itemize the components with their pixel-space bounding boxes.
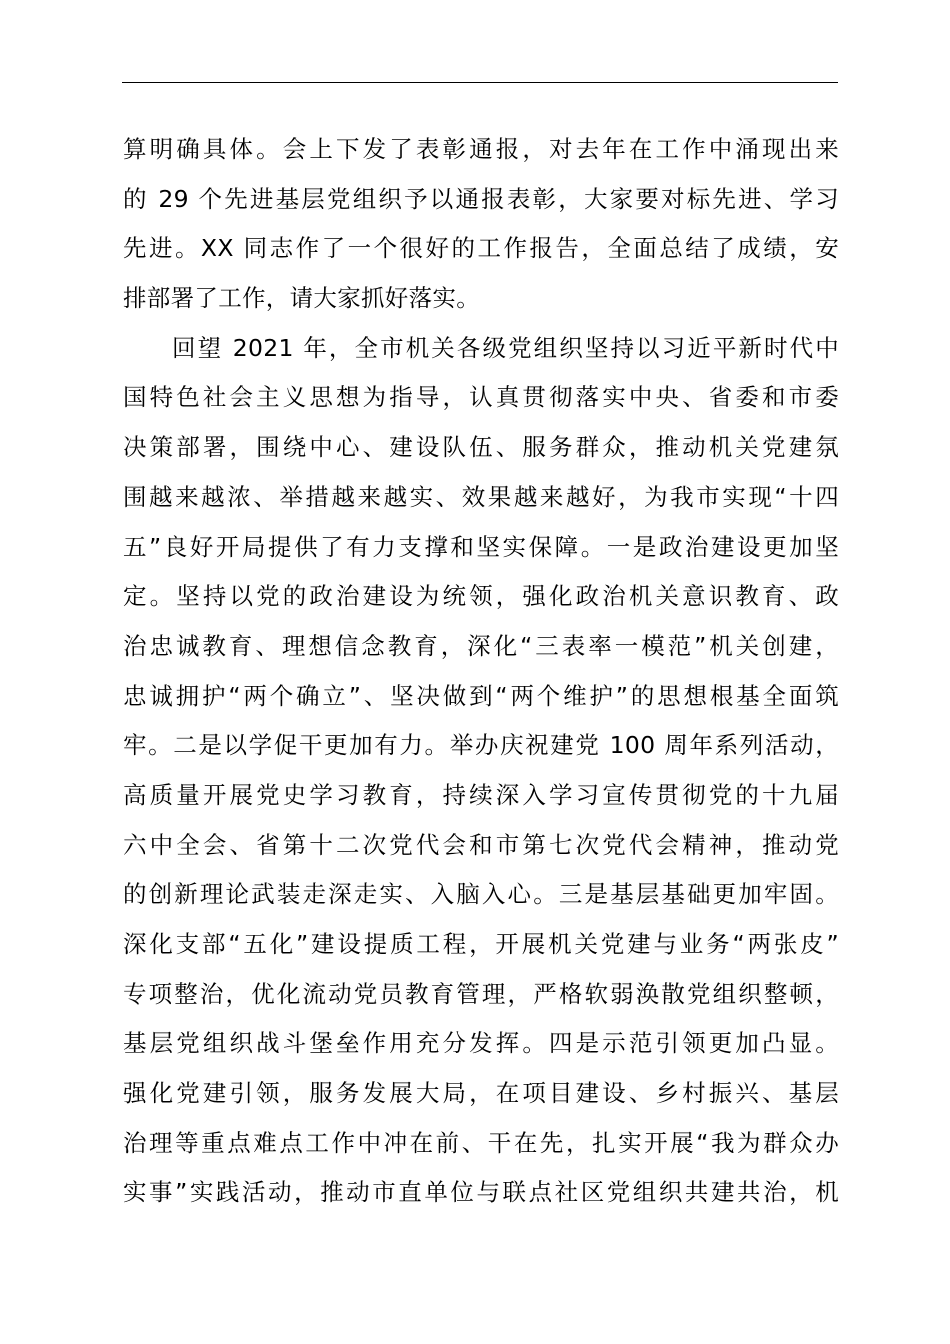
text-line: 排部署了工作，请大家抓好落实。 — [123, 284, 480, 313]
text-line: 的 29 个先进基层党组织予以通报表彰，大家要对标先进、学习 — [123, 184, 839, 213]
text-line: 基层党组织战斗堡垒作用充分发挥。四是示范引领更加凸显。 — [123, 1029, 839, 1058]
text-line: 先进。XX 同志作了一个很好的工作报告，全面总结了成绩，安 — [123, 234, 839, 263]
text-line: 深化支部“五化”建设提质工程，开展机关党建与业务“两张皮” — [123, 930, 839, 958]
text-line: 牢。二是以学促干更加有力。举办庆祝建党 100 周年系列活动， — [123, 731, 839, 760]
text-line: 决策部署，围绕中心、建设队伍、服务群众，推动机关党建氛 — [123, 433, 839, 462]
text-line: 实事”实践活动，推动市直单位与联点社区党组织共建共治，机 — [123, 1178, 839, 1207]
paragraph-first-line: 回望 2021 年，全市机关各级党组织坚持以习近平新时代中 — [172, 333, 839, 362]
text-line: 五”良好开局提供了有力支撑和坚实保障。一是政治建设更加坚 — [123, 532, 839, 561]
text-line: 围越来越浓、举措越来越实、效果越来越好，为我市实现“十四 — [123, 482, 839, 511]
text-line: 国特色社会主义思想为指导，认真贯彻落实中央、省委和市委 — [123, 383, 839, 412]
body-text — [123, 125, 839, 1218]
text-line: 六中全会、省第十二次党代会和市第七次党代会精神，推动党 — [123, 830, 839, 859]
header-rule — [122, 82, 838, 83]
text-line: 治理等重点难点工作中冲在前、干在先，扎实开展“我为群众办 — [123, 1128, 839, 1157]
text-line: 强化党建引领，服务发展大局，在项目建设、乡村振兴、基层 — [123, 1079, 839, 1108]
text-line: 算明确具体。会上下发了表彰通报，对去年在工作中涌现出来 — [123, 135, 839, 163]
text-line: 的创新理论武装走深走实、入脑入心。三是基层基础更加牢固。 — [123, 880, 839, 909]
text-line: 定。坚持以党的政治建设为统领，强化政治机关意识教育、政 — [123, 582, 839, 611]
text-line: 高质量开展党史学习教育，持续深入学习宣传贯彻党的十九届 — [123, 780, 839, 809]
text-line: 专项整治，优化流动党员教育管理，严格软弱涣散党组织整顿， — [123, 979, 839, 1008]
text-line: 治忠诚教育、理想信念教育，深化“三表率一模范”机关创建， — [123, 631, 839, 660]
text-line: 忠诚拥护“两个确立”、坚决做到“两个维护”的思想根基全面筑 — [123, 681, 839, 710]
